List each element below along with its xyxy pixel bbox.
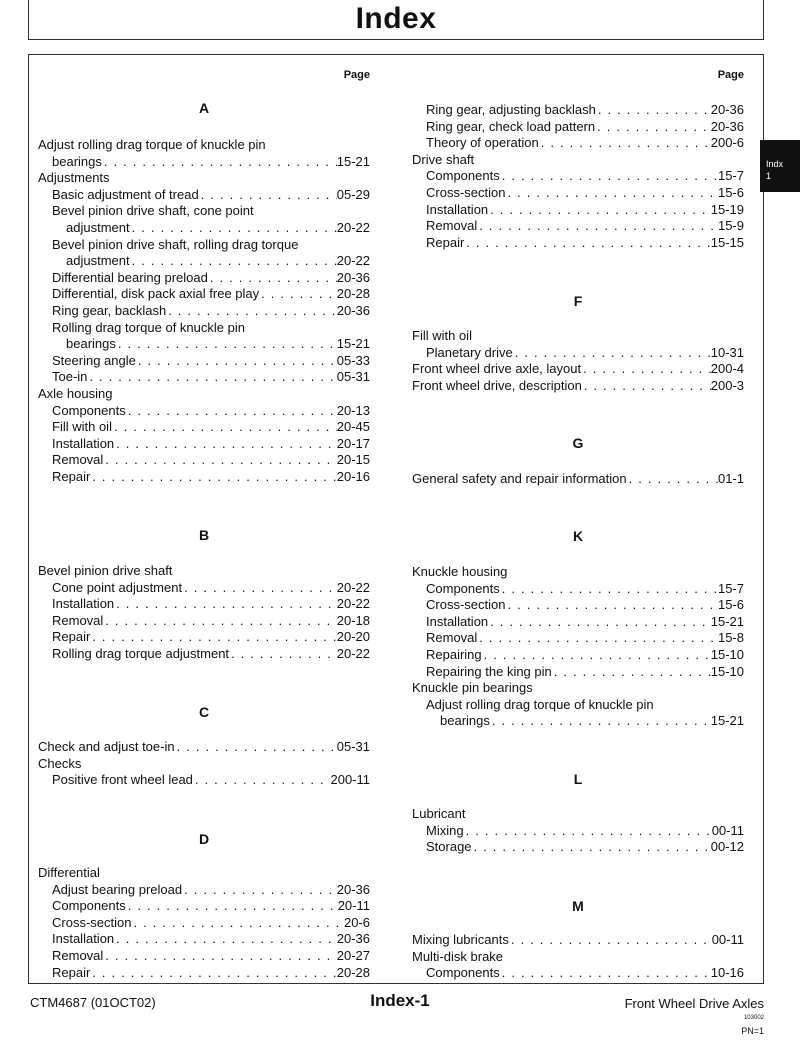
index-entry[interactable]: [52, 418, 370, 435]
footer-book-title: Front Wheel Drive Axles: [624, 996, 764, 1011]
index-entry[interactable]: [52, 269, 370, 286]
entry-text: Repair: [52, 964, 91, 980]
index-entry[interactable]: [52, 352, 370, 369]
entry-text: Components: [52, 898, 126, 914]
index-entry[interactable]: [52, 153, 370, 170]
index-entry[interactable]: [52, 468, 370, 485]
entry-page: 00-11: [711, 932, 744, 947]
dot-leader: [136, 352, 337, 369]
dot-leader: [488, 613, 711, 630]
dot-leader: [182, 881, 337, 898]
dot-leader: [208, 269, 337, 286]
index-entry[interactable]: [52, 914, 370, 931]
entry-page: 15-7: [717, 580, 744, 596]
entry-page: 20-36: [710, 102, 744, 117]
index-entry[interactable]: [52, 645, 370, 662]
entry-text: Steering angle: [52, 352, 136, 368]
footer-doc-id: CTM4687 (01OCT02): [30, 995, 156, 1010]
entry-page: 20-28: [336, 964, 370, 980]
entry-page: 05-33: [336, 352, 370, 368]
index-entry[interactable]: [52, 435, 370, 452]
index-entry[interactable]: [412, 470, 744, 487]
index-entry[interactable]: [426, 201, 744, 218]
entry-page: 15-7: [717, 168, 744, 184]
index-entry[interactable]: [52, 612, 370, 629]
index-entry[interactable]: [426, 596, 744, 613]
index-entry[interactable]: [52, 964, 370, 981]
index-entry[interactable]: [66, 335, 370, 352]
index-entry[interactable]: [38, 738, 370, 755]
index-entry[interactable]: [412, 931, 744, 948]
index-entry[interactable]: [52, 930, 370, 947]
entry-page: 05-31: [336, 739, 370, 754]
dot-leader: [472, 838, 711, 855]
index-entry: Knuckle pin bearings: [412, 680, 533, 696]
section-letter-f: F: [573, 293, 583, 309]
index-entry: Rolling drag torque of knuckle pin: [52, 319, 245, 335]
entry-text: Fill with oil: [52, 419, 112, 435]
entry-text: bearings: [66, 336, 116, 352]
index-entry[interactable]: [412, 377, 744, 394]
index-entry[interactable]: [426, 646, 744, 663]
dot-leader: [229, 645, 337, 662]
entry-page: 20-36: [336, 931, 370, 947]
entry-page: 20-15: [336, 452, 370, 468]
section-letter-k: K: [572, 528, 584, 544]
index-entry[interactable]: [426, 580, 744, 597]
entry-page: 15-10: [710, 663, 744, 679]
entry-page: 200-4: [710, 361, 744, 377]
index-entry: Axle housing: [38, 386, 113, 401]
entry-text: Planetary drive: [426, 344, 513, 360]
index-entry[interactable]: [52, 947, 370, 964]
dot-leader: [500, 580, 718, 597]
dot-leader: [193, 771, 331, 788]
index-entry[interactable]: [52, 897, 370, 914]
entry-text: Storage: [426, 839, 472, 855]
entry-page: 20-16: [336, 469, 370, 484]
entry-text: Check and adjust toe-in: [38, 739, 175, 754]
dot-leader: [182, 579, 337, 596]
dot-leader: [482, 646, 711, 663]
index-entry[interactable]: [426, 118, 744, 135]
index-entry[interactable]: [426, 217, 744, 234]
section-letter-d: D: [198, 831, 210, 847]
index-entry[interactable]: [426, 629, 744, 646]
entry-page: 20-22: [336, 596, 370, 612]
index-entry[interactable]: [52, 285, 370, 302]
index-entry[interactable]: [426, 134, 744, 151]
dot-leader: [112, 418, 337, 435]
entry-text: Front wheel drive, description: [412, 377, 582, 393]
index-entry: Bevel pinion drive shaft: [38, 563, 173, 578]
entry-text: Basic adjustment of tread: [52, 186, 199, 202]
dot-leader: [596, 101, 711, 118]
index-tab-label: Indx: [766, 159, 784, 169]
entry-text: Ring gear, backlash: [52, 303, 167, 318]
entry-text: Installation: [52, 931, 115, 947]
entry-page: 20-36: [336, 303, 370, 318]
index-entry[interactable]: [66, 219, 370, 236]
entry-text: Installation: [52, 435, 115, 451]
entry-page: 20-22: [336, 253, 370, 269]
entry-text: Components: [52, 402, 126, 418]
entry-page: 15-21: [336, 336, 370, 352]
dot-leader: [490, 712, 711, 729]
entry-text: Repair: [426, 234, 465, 250]
index-entry[interactable]: [426, 838, 744, 855]
entry-text: Positive front wheel lead: [52, 772, 193, 788]
entry-text: Components: [426, 580, 500, 596]
dot-leader: [130, 252, 337, 269]
dot-leader: [582, 377, 711, 394]
index-entry[interactable]: [52, 579, 370, 596]
index-entry[interactable]: [52, 628, 370, 645]
entry-text: adjustment: [66, 220, 130, 235]
index-tab-number: 1: [766, 171, 772, 181]
entry-page: 20-22: [336, 220, 370, 235]
index-entry[interactable]: [440, 712, 744, 729]
entry-text: Repairing the king pin: [426, 663, 552, 679]
index-entry: Bevel pinion drive shaft, rolling drag torque: [52, 236, 299, 252]
dot-leader: [90, 964, 336, 981]
entry-page: 15-21: [710, 713, 744, 729]
entry-text: Differential, disk pack axial free play: [52, 286, 260, 302]
entry-page: 10-31: [710, 344, 744, 360]
entry-text: Removal: [52, 452, 104, 468]
entry-page: 20-36: [710, 118, 744, 134]
dot-leader: [488, 201, 711, 218]
entry-text: Differential bearing preload: [52, 269, 208, 285]
dot-leader: [131, 914, 344, 931]
entry-page: 200-6: [710, 135, 744, 151]
index-entry: Fill with oil: [412, 328, 472, 343]
entry-page: 20-36: [336, 881, 370, 897]
dot-leader: [595, 118, 711, 135]
entry-page: 15-9: [717, 218, 744, 234]
index-entry: Lubricant: [412, 806, 466, 821]
index-entry[interactable]: [426, 964, 744, 981]
index-entry[interactable]: [426, 234, 744, 251]
index-entry[interactable]: [412, 360, 744, 377]
entry-text: Components: [426, 168, 500, 184]
entry-text: Adjust bearing preload: [52, 881, 183, 897]
entry-text: adjustment: [66, 253, 130, 269]
entry-text: Removal: [426, 630, 478, 646]
entry-text: Cross-section: [52, 914, 132, 930]
section-letter-b: B: [198, 527, 210, 543]
dot-leader: [90, 628, 336, 645]
entry-page: 15-6: [717, 597, 744, 613]
dot-leader: [116, 335, 337, 352]
dot-leader: [477, 217, 718, 234]
entry-page: 00-11: [711, 822, 744, 838]
index-entry[interactable]: [426, 184, 744, 201]
entry-text: Components: [426, 965, 500, 981]
entry-text: Installation: [426, 613, 489, 629]
footer-code: 103002: [743, 1015, 764, 1021]
entry-page: 15-15: [710, 234, 744, 250]
dot-leader: [90, 468, 336, 485]
index-entry[interactable]: [52, 368, 370, 385]
entry-text: Toe-in: [52, 369, 88, 385]
entry-page: 20-18: [336, 612, 370, 628]
entry-page: 20-22: [336, 579, 370, 595]
dot-leader: [114, 595, 337, 612]
dot-leader: [126, 402, 337, 419]
page-column-header-right: Page: [717, 69, 744, 81]
entry-page: 15-10: [710, 647, 744, 662]
entry-page: 200-3: [710, 377, 744, 393]
index-entry[interactable]: [52, 302, 370, 319]
dot-leader: [103, 947, 336, 964]
entry-text: Removal: [52, 948, 104, 963]
section-letter-a: A: [198, 100, 210, 116]
entry-page: 200-11: [330, 772, 370, 788]
entry-text: Removal: [52, 612, 104, 628]
index-entry: Adjustments: [38, 170, 110, 186]
entry-text: Repair: [52, 469, 91, 484]
page-column-header-left: Page: [343, 69, 370, 81]
entry-text: General safety and repair information: [412, 471, 627, 486]
index-entry[interactable]: [52, 881, 370, 898]
entry-page: 10-16: [710, 965, 744, 981]
dot-leader: [166, 302, 337, 319]
index-entry: Bevel pinion drive shaft, cone point: [52, 203, 254, 219]
entry-page: 15-21: [336, 153, 370, 169]
dot-leader: [552, 663, 711, 680]
entry-text: Mixing lubricants: [412, 932, 509, 947]
dot-leader: [175, 738, 337, 755]
footer-pn: PN=1: [741, 1026, 764, 1036]
entry-page: 15-19: [710, 201, 744, 217]
index-entry: Knuckle housing: [412, 564, 508, 579]
index-entry: Multi-disk brake: [412, 948, 504, 964]
entry-text: Theory of operation: [426, 135, 539, 151]
index-entry[interactable]: [52, 771, 370, 788]
index-tab[interactable]: [760, 140, 800, 192]
dot-leader: [259, 285, 337, 302]
entry-text: Removal: [426, 218, 478, 234]
entry-text: Installation: [426, 201, 489, 217]
entry-page: 20-6: [343, 914, 370, 930]
entry-text: Cross-section: [426, 185, 506, 200]
index-entry[interactable]: [52, 595, 370, 612]
entry-text: Ring gear, check load pattern: [426, 118, 596, 134]
index-entry[interactable]: [66, 252, 370, 269]
index-entry[interactable]: [52, 186, 370, 203]
entry-page: 20-20: [336, 629, 370, 645]
entry-page: 05-31: [336, 369, 370, 385]
entry-page: 15-21: [710, 613, 744, 629]
dot-leader: [581, 360, 711, 377]
entry-page: 20-36: [336, 269, 370, 285]
entry-text: Mixing: [426, 822, 464, 838]
dot-leader: [509, 931, 712, 948]
index-entry: Drive shaft: [412, 151, 475, 167]
title-box: [28, 0, 764, 40]
footer-page-number: Index-1: [370, 991, 430, 1010]
index-entry[interactable]: [52, 402, 370, 419]
dot-leader: [114, 930, 337, 947]
entry-page: 20-17: [336, 435, 370, 451]
dot-leader: [102, 153, 337, 170]
dot-leader: [103, 451, 336, 468]
dot-leader: [477, 629, 718, 646]
dot-leader: [87, 368, 336, 385]
entry-text: Front wheel drive axle, layout: [412, 361, 582, 377]
entry-text: Repair: [52, 629, 91, 645]
entry-page: 20-11: [337, 898, 370, 914]
dot-leader: [199, 186, 337, 203]
entry-page: 20-13: [336, 402, 370, 418]
entry-page: 01-1: [717, 471, 744, 486]
index-entry[interactable]: [426, 344, 744, 361]
entry-text: Cross-section: [426, 597, 506, 613]
dot-leader: [103, 612, 336, 629]
entry-page: 15-8: [717, 630, 744, 646]
index-entry[interactable]: [426, 167, 744, 184]
entry-text: Rolling drag torque adjustment: [52, 646, 230, 661]
index-entry[interactable]: [426, 101, 744, 118]
index-entry: Checks: [38, 755, 82, 771]
index-entry: Differential: [38, 865, 100, 880]
dot-leader: [464, 822, 712, 839]
section-letter-g: G: [572, 435, 584, 451]
section-letter-l: L: [573, 771, 583, 787]
entry-text: Cone point adjustment: [52, 579, 183, 595]
entry-page: 05-29: [336, 186, 370, 202]
entry-text: bearings: [440, 713, 490, 729]
entry-page: 20-28: [336, 286, 370, 302]
index-entry[interactable]: [426, 663, 744, 680]
dot-leader: [505, 184, 718, 201]
entry-page: 00-12: [710, 839, 744, 855]
section-letter-m: M: [572, 898, 584, 914]
dot-leader: [500, 964, 711, 981]
dot-leader: [130, 219, 337, 236]
entry-text: Ring gear, adjusting backlash: [426, 102, 596, 117]
entry-page: 20-45: [336, 419, 370, 435]
entry-page: 15-6: [717, 185, 744, 200]
dot-leader: [114, 435, 337, 452]
dot-leader: [464, 234, 710, 251]
dot-leader: [539, 134, 711, 151]
entry-text: Installation: [52, 596, 115, 612]
entry-page: 20-27: [336, 948, 370, 963]
section-letter-c: C: [198, 704, 210, 720]
dot-leader: [505, 596, 718, 613]
dot-leader: [627, 470, 718, 487]
entry-text: bearings: [52, 153, 102, 169]
index-entry: Adjust rolling drag torque of knuckle pin: [38, 137, 266, 152]
index-entry[interactable]: [426, 822, 744, 839]
index-entry: Adjust rolling drag torque of knuckle pin: [426, 696, 654, 712]
index-entry[interactable]: [52, 451, 370, 468]
index-entry[interactable]: [426, 613, 744, 630]
dot-leader: [513, 344, 711, 361]
dot-leader: [126, 897, 338, 914]
dot-leader: [500, 167, 718, 184]
page-title: Index: [355, 2, 437, 35]
entry-page: 20-22: [336, 646, 370, 661]
entry-text: Repairing: [426, 647, 482, 662]
